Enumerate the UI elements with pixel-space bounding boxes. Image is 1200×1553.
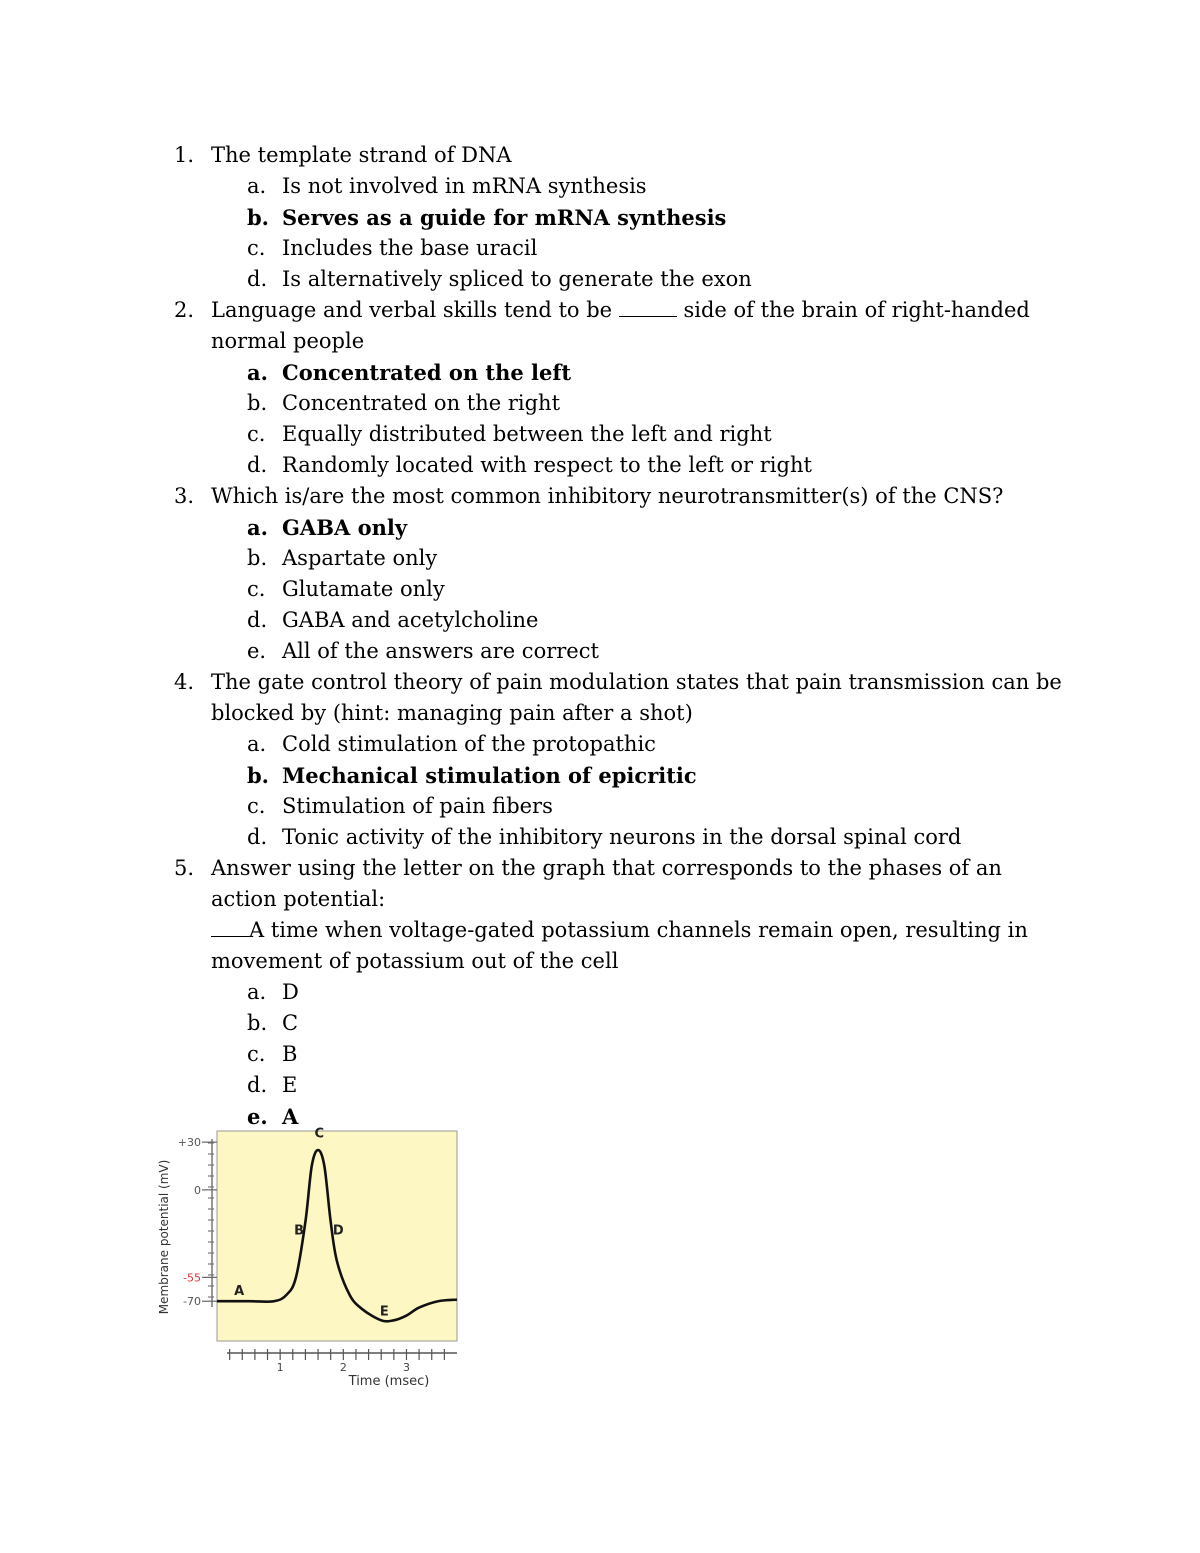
- x-axis-label: Time (msec): [348, 1374, 430, 1389]
- question-3: [174, 481, 1074, 667]
- option-letter: a.: [247, 980, 267, 1004]
- y-tick-label: +30: [177, 1136, 201, 1150]
- question-number: 3.: [174, 484, 195, 508]
- option-letter: a.: [247, 515, 268, 540]
- option-item: [211, 450, 1074, 481]
- phase-label-b: B: [294, 1223, 305, 1239]
- option-text: Aspartate only: [282, 546, 438, 570]
- option-item: [211, 1039, 1074, 1070]
- option-letter: b.: [247, 391, 268, 415]
- option-text: Tonic activity of the inhibitory neurons in the dorsal spinal cord: [282, 825, 962, 849]
- option-list: [211, 512, 1074, 667]
- option-item: [211, 1070, 1074, 1101]
- action-potential-graph: [152, 1127, 462, 1397]
- answer-blank: [619, 298, 677, 317]
- option-letter: e.: [247, 639, 267, 663]
- option-text: Is not involved in mRNA synthesis: [282, 174, 647, 198]
- option-text: Concentrated on the left: [282, 360, 572, 385]
- option-item: [211, 977, 1074, 1008]
- option-text: Stimulation of pain fibers: [282, 794, 553, 818]
- option-letter: e.: [247, 1104, 268, 1129]
- option-item: [211, 574, 1074, 605]
- question-text: The gate control theory of pain modulation states that pain transmission can be blocked by (hint: managing pain after a shot): [211, 670, 1062, 725]
- answer-blank: [211, 918, 249, 937]
- option-item: [211, 605, 1074, 636]
- option-letter: d.: [247, 1073, 268, 1097]
- question-text: The template strand of DNA: [211, 143, 512, 167]
- y-tick-label: -55: [183, 1271, 201, 1285]
- option-letter: b.: [247, 1011, 268, 1035]
- option-text: Randomly located with respect to the left or right: [282, 453, 812, 477]
- option-item-correct: [211, 760, 1074, 791]
- option-item: [211, 636, 1074, 667]
- question-number: 4.: [174, 670, 195, 694]
- option-list: [211, 729, 1074, 853]
- action-potential-chart: [152, 1127, 462, 1397]
- question-number: 5.: [174, 856, 195, 880]
- option-item: [211, 171, 1074, 202]
- question-subtext-body: A time when voltage-gated potassium channels remain open, resulting in movement of potassium out of the cell: [211, 918, 1028, 973]
- question-subtext: [211, 915, 1074, 977]
- option-item-correct: [211, 202, 1074, 233]
- option-letter: d.: [247, 453, 268, 477]
- option-item-correct: [211, 357, 1074, 388]
- option-list: [211, 357, 1074, 481]
- option-letter: d.: [247, 608, 268, 632]
- option-text: All of the answers are correct: [282, 639, 599, 663]
- question-text-before: Language and verbal skills tend to be: [211, 298, 619, 322]
- question-text: Answer using the letter on the graph that corresponds to the phases of an action potential:: [211, 856, 1002, 911]
- option-text: Equally distributed between the left and right: [282, 422, 772, 446]
- option-text: GABA and acetylcholine: [282, 608, 539, 632]
- phase-label-a: A: [234, 1283, 245, 1299]
- option-letter: d.: [247, 267, 268, 291]
- option-item: [211, 791, 1074, 822]
- option-letter: c.: [247, 577, 266, 601]
- option-text: D: [282, 980, 299, 1004]
- option-text: Serves as a guide for mRNA synthesis: [282, 205, 727, 230]
- option-text: Mechanical stimulation of epicritic: [282, 763, 697, 788]
- phase-label-e: E: [379, 1304, 389, 1320]
- option-item: [211, 729, 1074, 760]
- option-item: [211, 388, 1074, 419]
- option-letter: d.: [247, 825, 268, 849]
- option-letter: b.: [247, 763, 269, 788]
- question-1: [174, 140, 1074, 295]
- option-letter: b.: [247, 205, 269, 230]
- question-2: [174, 295, 1074, 481]
- phase-label-c: C: [314, 1127, 325, 1142]
- question-list: [174, 140, 1074, 1132]
- option-text: Is alternatively spliced to generate the exon: [282, 267, 752, 291]
- option-letter: c.: [247, 794, 266, 818]
- option-letter: b.: [247, 546, 268, 570]
- option-item: [211, 233, 1074, 264]
- option-text: GABA only: [282, 515, 408, 540]
- option-letter: c.: [247, 1042, 266, 1066]
- option-text: Cold stimulation of the protopathic: [282, 732, 656, 756]
- option-list: [211, 977, 1074, 1132]
- option-text: Glutamate only: [282, 577, 445, 601]
- option-letter: c.: [247, 236, 266, 260]
- x-tick-label: 3: [402, 1361, 410, 1374]
- option-letter: a.: [247, 174, 267, 198]
- option-letter: c.: [247, 422, 266, 446]
- option-item: [211, 419, 1074, 450]
- option-list: [211, 171, 1074, 295]
- phase-label-d: D: [332, 1223, 344, 1239]
- option-letter: a.: [247, 360, 268, 385]
- question-text: [211, 295, 1074, 357]
- y-tick-label: 0: [194, 1183, 201, 1197]
- question-text-after: side of the brain of right-handed normal people: [211, 298, 1030, 353]
- y-tick-label: -70: [183, 1295, 201, 1309]
- option-item-correct: [211, 512, 1074, 543]
- question-5: [174, 853, 1074, 1132]
- option-item: [211, 1008, 1074, 1039]
- question-text: Which is/are the most common inhibitory neurotransmitter(s) of the CNS?: [211, 484, 1004, 508]
- y-axis-label: Membrane potential (mV): [157, 1159, 171, 1315]
- option-item: [211, 264, 1074, 295]
- option-letter: a.: [247, 732, 267, 756]
- question-number: 1.: [174, 143, 195, 167]
- x-tick-label: 1: [276, 1361, 284, 1374]
- x-tick-label: 2: [339, 1361, 347, 1374]
- option-text: Includes the base uracil: [282, 236, 538, 260]
- option-item: [211, 543, 1074, 574]
- question-number: 2.: [174, 298, 195, 322]
- question-4: [174, 667, 1074, 853]
- option-text: B: [282, 1042, 298, 1066]
- option-text: E: [282, 1073, 298, 1097]
- option-text: A: [282, 1104, 299, 1129]
- option-text: C: [282, 1011, 299, 1035]
- option-text: Concentrated on the right: [282, 391, 561, 415]
- option-item: [211, 822, 1074, 853]
